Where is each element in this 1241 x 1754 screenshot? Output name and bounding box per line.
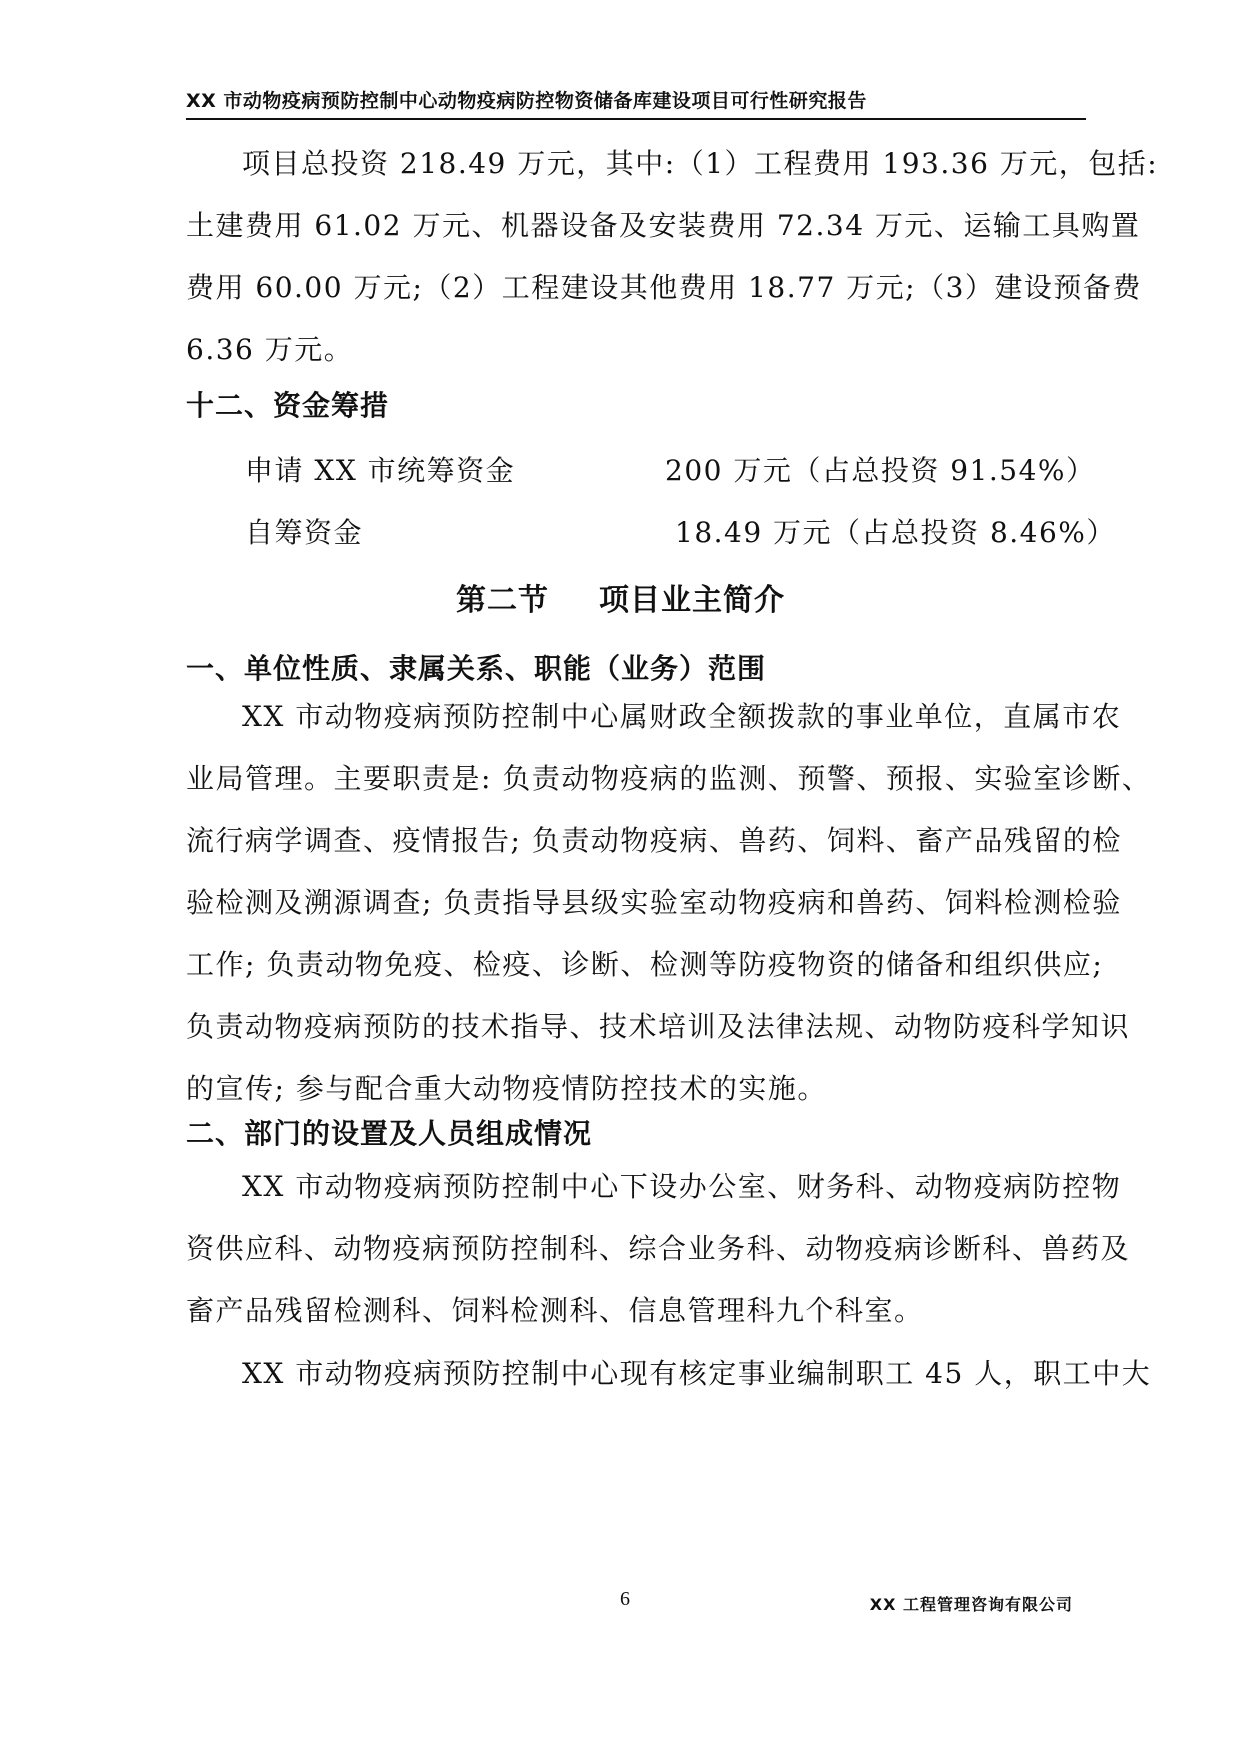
paragraph-line: XX 市动物疫病预防控制中心现有核定事业编制职工 45 人，职工中大 (242, 1357, 1152, 1390)
header-divider (186, 118, 1086, 120)
paragraph-line: 费用 60.00 万元;（2）工程建设其他费用 18.77 万元;（3）建设预备费 (186, 271, 1142, 304)
paragraph-line: 6.36 万元。 (186, 333, 354, 366)
paragraph-line: 土建费用 61.02 万元、机器设备及安装费用 72.34 万元、运输工具购置 (186, 209, 1141, 242)
funding-row (245, 511, 1116, 551)
section-title (0, 575, 1241, 619)
departments-paragraph (186, 1156, 1131, 1342)
funding-label: 自筹资金 (245, 516, 364, 549)
paragraph-line: 验检测及溯源调查; 负责指导县级实验室动物疫病和兽药、饲料检测检验 (186, 886, 1122, 919)
section-name: 项目业主简介 (599, 583, 785, 618)
investment-paragraph (186, 133, 1159, 381)
unit-duties-paragraph (186, 686, 1152, 1120)
footer-company: XX 工程管理咨询有限公司 (869, 1595, 1073, 1614)
paragraph-line: 负责动物疫病预防的技术指导、技术培训及法律法规、动物防疫科学知识 (186, 1010, 1131, 1043)
paragraph-line: XX 市动物疫病预防控制中心属财政全额拨款的事业单位，直属市农 (242, 700, 1122, 733)
document-header: XX 市动物疫病预防控制中心动物疫病防控物资储备库建设项目可行性研究报告 (186, 90, 867, 112)
paragraph-line: 流行病学调查、疫情报告; 负责动物疫病、兽药、饲料、畜产品残留的检 (186, 824, 1122, 857)
funding-label: 申请 XX 市统筹资金 (245, 454, 516, 487)
paragraph-line: 业局管理。主要职责是: 负责动物疫病的监测、预警、预报、实验室诊断、 (186, 762, 1152, 795)
page-number: 6 (620, 1588, 630, 1610)
funding-amount: 200 万元（占总投资 91.54%） (665, 454, 1096, 487)
staff-paragraph (186, 1343, 1152, 1405)
section-number: 第二节 (456, 583, 549, 618)
paragraph-line: XX 市动物疫病预防控制中心下设办公室、财务科、动物疫病防控物 (242, 1170, 1122, 1203)
paragraph-line: 工作; 负责动物免疫、检疫、诊断、检测等防疫物资的储备和组织供应; (186, 948, 1104, 981)
funding-heading: 十二、资金筹措 (186, 389, 390, 422)
paragraph-line: 资供应科、动物疫病预防控制科、综合业务科、动物疫病诊断科、兽药及 (186, 1232, 1131, 1265)
subsection-heading-nature: 一、单位性质、隶属关系、职能（业务）范围 (186, 652, 767, 685)
funding-row (245, 449, 1096, 489)
paragraph-line: 的宣传; 参与配合重大动物疫情防控技术的实施。 (186, 1072, 827, 1105)
funding-amount: 18.49 万元（占总投资 8.46%） (675, 516, 1116, 549)
paragraph-line: 项目总投资 218.49 万元，其中:（1）工程费用 193.36 万元，包括: (242, 147, 1159, 180)
paragraph-line: 畜产品残留检测科、饲料检测科、信息管理科九个科室。 (186, 1294, 924, 1327)
subsection-heading-departments: 二、部门的设置及人员组成情况 (186, 1117, 593, 1150)
